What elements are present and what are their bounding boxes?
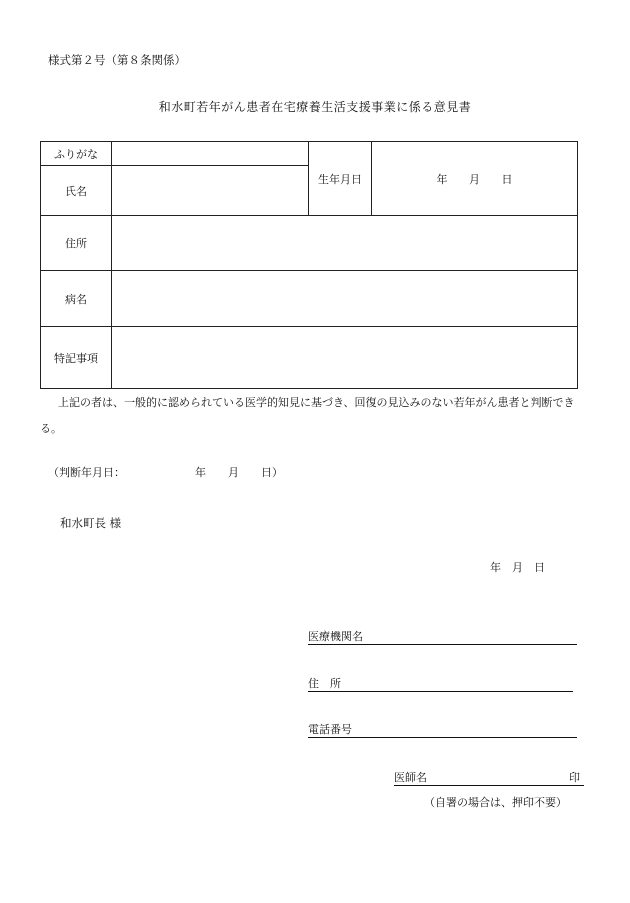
- doctor-name-line[interactable]: [394, 769, 584, 786]
- judgment-date-day: 日）: [261, 466, 283, 479]
- judgment-date: [48, 464, 283, 480]
- doctor-name-label: 医師名: [394, 771, 427, 784]
- remarks-field[interactable]: [112, 327, 578, 389]
- birthdate-label: 生年月日: [309, 142, 372, 216]
- issue-date[interactable]: 年 月 日: [490, 561, 545, 574]
- applicant-info-table: [40, 141, 578, 389]
- birthdate-field[interactable]: 年 月 日: [372, 142, 578, 216]
- furigana-label: ふりがな: [41, 142, 112, 166]
- institution-name-label: 医療機関名: [308, 630, 363, 643]
- disease-field[interactable]: [112, 271, 578, 327]
- seal-mark: 印: [569, 771, 580, 784]
- statement-text: 上記の者は、一般的に認められている医学的知見に基づき、回復の見込みのない若年がん患者と判断できる。: [40, 396, 575, 435]
- institution-address-label: 住 所: [308, 677, 341, 690]
- addressee: 和水町長 様: [60, 516, 122, 530]
- judgment-date-month: 月: [228, 466, 239, 479]
- phone-number-line[interactable]: [308, 721, 577, 738]
- name-field[interactable]: [112, 166, 309, 216]
- institution-address-line[interactable]: [308, 675, 573, 692]
- institution-name-line[interactable]: [308, 628, 577, 645]
- seal-note: （自署の場合は、押印不要）: [424, 796, 567, 809]
- form-number: 様式第２号（第８条関係）: [48, 53, 186, 67]
- disease-label: 病名: [41, 271, 112, 327]
- judgment-date-year: 年: [195, 466, 206, 479]
- phone-number-label: 電話番号: [308, 723, 352, 736]
- address-label: 住所: [41, 216, 112, 271]
- remarks-label: 特記事項: [41, 327, 112, 389]
- furigana-field[interactable]: [112, 142, 309, 166]
- judgment-date-label: （判断年月日：: [48, 466, 125, 479]
- address-field[interactable]: [112, 216, 578, 271]
- name-label: 氏名: [41, 166, 112, 216]
- document-title: 和水町若年がん患者在宅療養生活支援事業に係る意見書: [158, 100, 472, 114]
